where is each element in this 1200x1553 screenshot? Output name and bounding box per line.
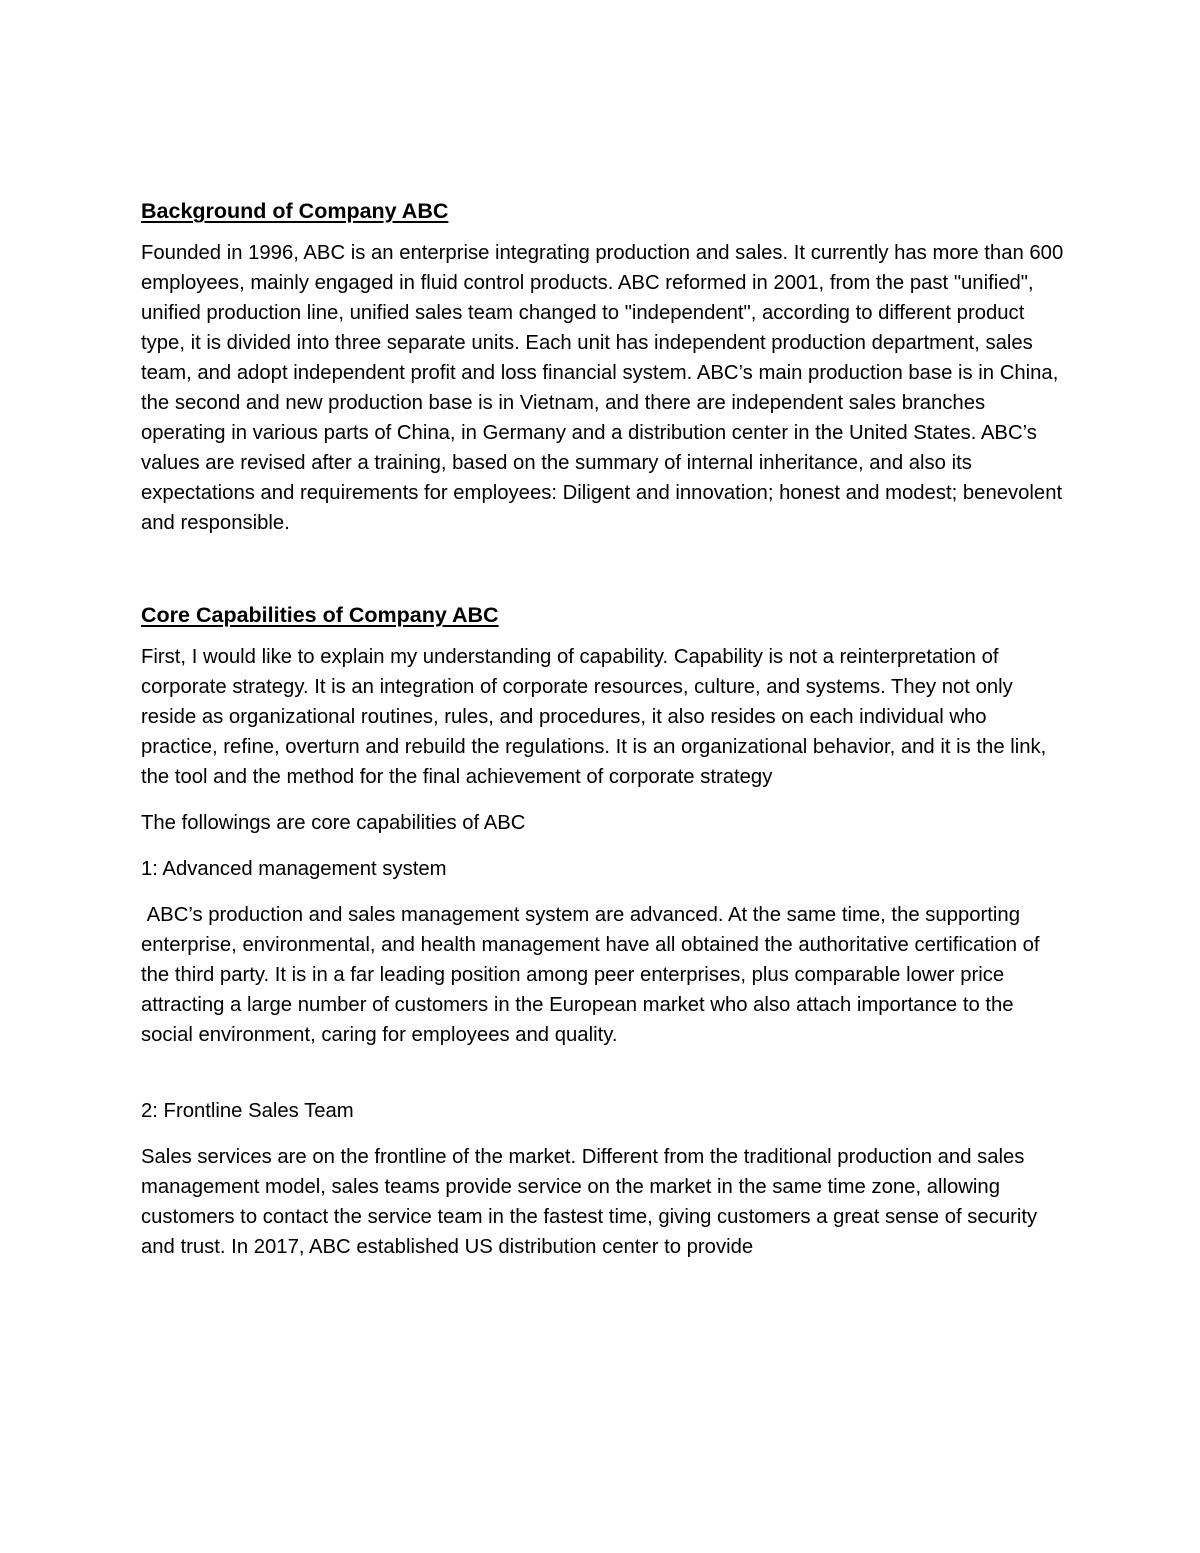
item-1-title: 1: Advanced management system [141,858,447,880]
heading-core-capabilities: Core Capabilities of Company ABC [141,603,499,627]
item-1-body: ABC’s production and sales management system are advanced. At the same time, the supporting enterprise, environmental, and health management have all obtained the authoritative certification of the third party. It is in a far leading position among peer enterprises, plus comparable lower price attracting a large number of customers in the European market who also attach importance to the social environment, caring for employees and quality. [141,904,1046,1046]
spacer [141,838,1066,854]
paragraph-background: Founded in 1996, ABC is an enterprise integrating production and sales. It currently has more than 600 employees, mainly engaged in fluid control products. ABC reformed in 2001, from the past "unified", unified production line, unified sales team changed to "independent", according to different product type, it is divided into three separate units. Each unit has independent production department, sales team, and adopt independent profit and loss financial system. ABC’s main production base is in China, the second and new production base is in Vietnam, and there are independent sales branches operating in various parts of China, in Germany and a distribution center in the United States. ABC’s values are revised after a training, based on the summary of internal inheritance, and also its expectations and requirements for employees: Diligent and innovation; honest and modest; benevolent and responsible. [141,242,1064,534]
heading-background: Background of Company ABC [141,199,449,223]
document-page [141,196,1066,1262]
spacer [141,1050,1066,1096]
paragraph-list-lead: The followings are core capabilities of ABC [141,812,526,834]
item-2-body: Sales services are on the frontline of the market. Different from the traditional production and sales management model, sales teams provide service on the market in the same time zone, allowing customers to contact the service team in the fastest time, giving customers a great sense of security and trust. In 2017, ABC established US distribution center to provide [141,1146,1038,1258]
spacer [141,538,1066,600]
spacer [141,884,1066,900]
spacer [141,1126,1066,1142]
paragraph-capability-intro: First, I would like to explain my understanding of capability. Capability is not a reinterpretation of corporate strategy. It is an integration of corporate resources, culture, and systems. They not only reside as organizational routines, rules, and procedures, it also resides on each individual who practice, refine, overturn and rebuild the regulations. It is an organizational behavior, and it is the link, the tool and the method for the final achievement of corporate strategy [141,646,1047,788]
item-2-title: 2: Frontline Sales Team [141,1100,354,1122]
spacer [141,792,1066,808]
